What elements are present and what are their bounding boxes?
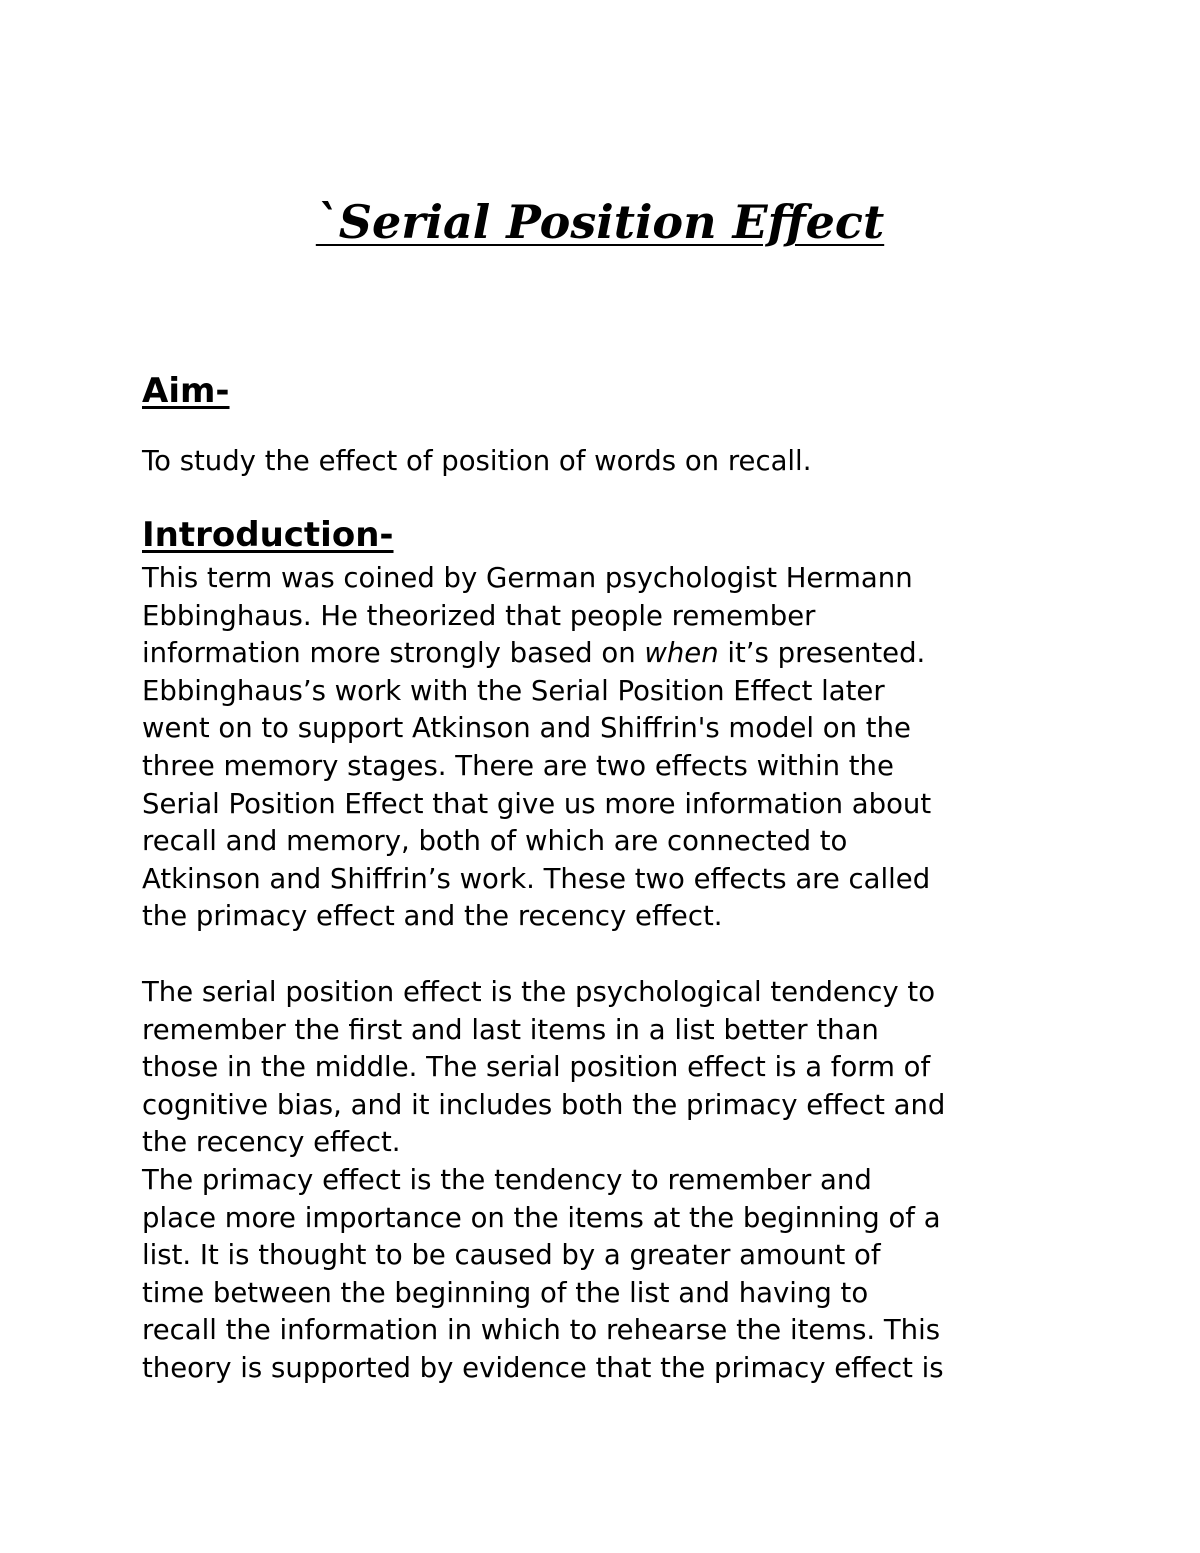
- text-line: This term was coined by German psychologist Hermann: [142, 562, 913, 594]
- text-line: went on to support Atkinson and Shiffrin's model on the: [142, 712, 911, 745]
- text-line: list. It is thought to be caused by a greater amount of: [142, 1239, 881, 1272]
- text-line: Atkinson and Shiffrin’s work. These two effects are called: [142, 862, 931, 895]
- text-line: [142, 635, 1072, 673]
- text-line: Ebbinghaus. He theorized that people remember: [142, 599, 816, 632]
- text-segment: information more strongly based on: [142, 637, 645, 670]
- text-line: place more importance on the items at the beginning of a: [142, 1201, 941, 1234]
- emphasis-when: when: [644, 637, 719, 670]
- text-line: cognitive bias, and it includes both the primacy effect and: [142, 1088, 946, 1121]
- text-line: three memory stages. There are two effects within the: [142, 749, 894, 782]
- text-line: the primacy effect and the recency effect.: [142, 900, 723, 933]
- introduction-paragraph-2: [142, 974, 1072, 1162]
- text-line: time between the beginning of the list and having to: [142, 1276, 869, 1309]
- introduction-paragraph-1: [142, 560, 1072, 936]
- text-line: The serial position effect is the psychological tendency to: [142, 976, 936, 1008]
- text-line: recall and memory, both of which are connected to: [142, 825, 848, 858]
- introduction-heading: Introduction-: [142, 515, 394, 555]
- text-line: remember the first and last items in a list better than: [142, 1013, 879, 1046]
- aim-heading: Aim-: [142, 371, 230, 411]
- text-line: theory is supported by evidence that the primacy effect is: [142, 1351, 944, 1384]
- text-line: recall the information in which to rehearse the items. This: [142, 1314, 941, 1347]
- text-line: Serial Position Effect that give us more information about: [142, 787, 932, 820]
- text-line: The primacy effect is the tendency to remember and: [142, 1164, 872, 1196]
- document-title-text: `Serial Position Effect: [315, 195, 885, 249]
- introduction-paragraph-3: [142, 1162, 1072, 1388]
- aim-text: To study the effect of position of words on recall.: [142, 445, 812, 477]
- text-line: Ebbinghaus’s work with the Serial Position Effect later: [142, 674, 885, 707]
- text-line: those in the middle. The serial position effect is a form of: [142, 1051, 931, 1084]
- text-segment: it’s presented.: [718, 637, 926, 670]
- text-line: the recency effect.: [142, 1126, 401, 1159]
- document-title: [0, 192, 1200, 252]
